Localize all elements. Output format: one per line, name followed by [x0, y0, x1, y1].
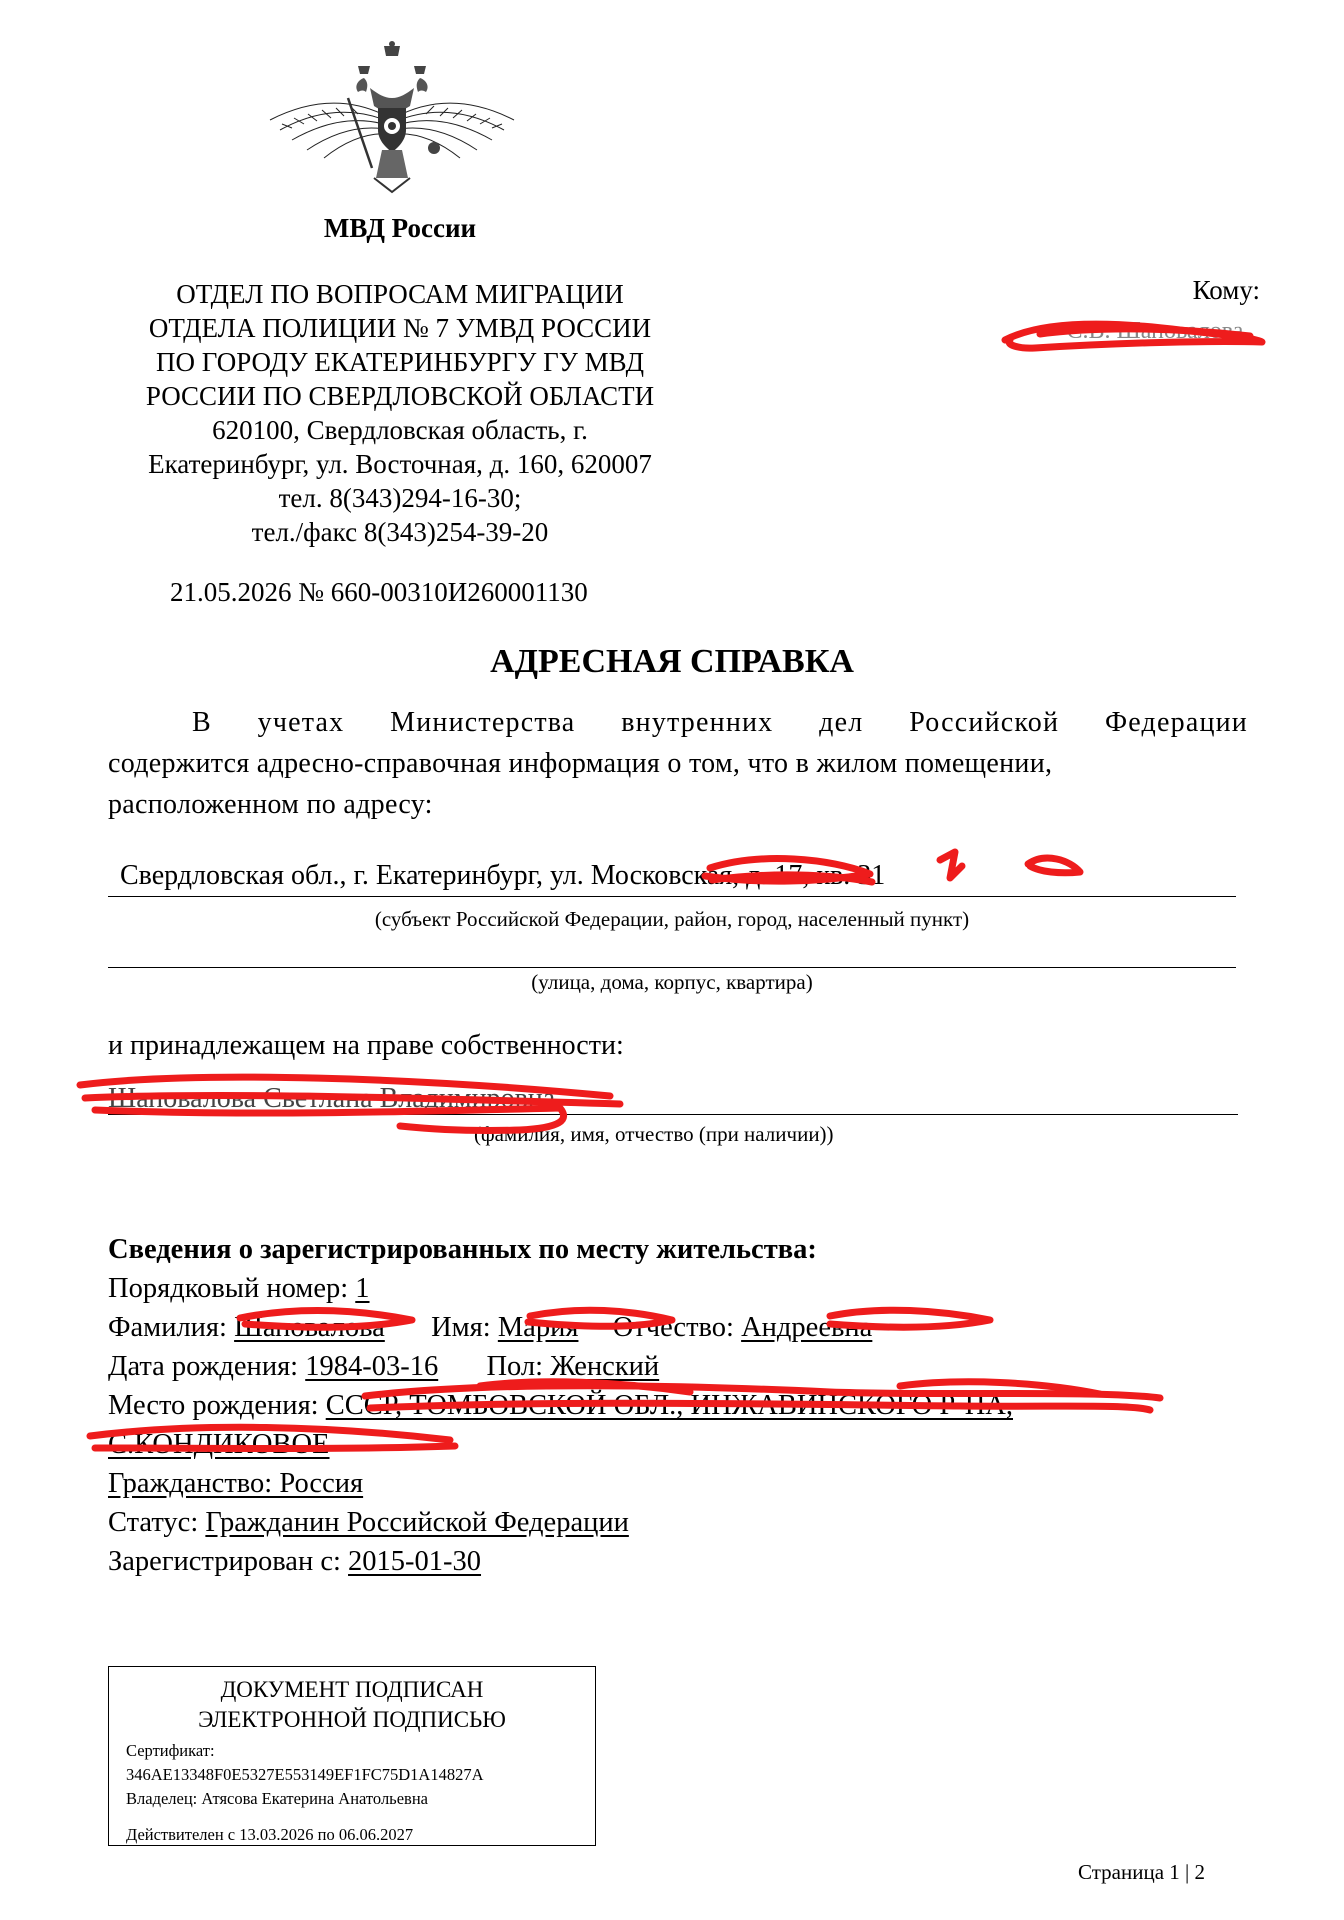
patronymic-value: Андреевна	[741, 1312, 873, 1343]
name-value: Мария	[497, 1312, 579, 1343]
owner-caption: (фамилия, имя, отчество (при наличии))	[474, 1122, 834, 1146]
ordinal-number-row	[108, 1269, 1013, 1308]
document-title: АДРЕСНАЯ СПРАВКА	[490, 643, 854, 680]
dept-line: тел. 8(343)294-16-30;	[278, 483, 522, 513]
street-line	[108, 967, 1236, 968]
registration-info	[108, 1230, 1013, 1581]
document-date-number: 21.05.2026 № 660-00310И260001130	[170, 577, 588, 607]
certificate-value: 346AE13348F0E5327E553149EF1FC75D1A14827A	[126, 1765, 484, 1784]
signature-validity: Действителен с 13.03.2026 по 06.06.2027	[126, 1825, 414, 1844]
address-line	[108, 896, 1236, 897]
ownership-label: и принадлежащем на праве собственности:	[108, 1030, 624, 1061]
birthplace-value: СССР, ТОМБОВСКОЙ ОБЛ., ИНЖАВИНСКОГО Р-НА,	[325, 1390, 1013, 1421]
signature-heading-line: ЭЛЕКТРОННОЙ ПОДПИСЬЮ	[198, 1707, 506, 1732]
surname-value: Шаповалова	[234, 1312, 385, 1343]
certificate-label: Сертификат:	[126, 1741, 215, 1760]
dob-row	[108, 1347, 1013, 1386]
dob-label: Дата рождения:	[108, 1351, 299, 1382]
registered-since-row	[108, 1542, 1013, 1581]
address-value: Свердловская обл., г. Екатеринбург, ул. Московская, д. 17, кв. 31	[120, 860, 886, 891]
patronymic-label: Отчество:	[612, 1312, 734, 1343]
signature-heading	[109, 1675, 595, 1735]
intro-line: содержится адресно-справочная информация о том, что в жилом помещении,	[108, 748, 1053, 779]
dept-line: РОССИИ ПО СВЕРДЛОВСКОЙ ОБЛАСТИ	[145, 381, 655, 411]
dept-line: ПО ГОРОДУ ЕКАТЕРИНБУРГУ ГУ МВД	[156, 347, 644, 377]
sex-label: Пол:	[486, 1351, 544, 1382]
registered-since-value: 2015-01-30	[348, 1546, 482, 1577]
department-address-block	[92, 277, 708, 549]
dept-line: ОТДЕЛ ПО ВОПРОСАМ МИГРАЦИИ	[176, 279, 624, 309]
address-caption-region: (субъект Российской Федерации, район, город, населенный пункт)	[374, 907, 970, 931]
ordinal-number-label: Порядковый номер:	[108, 1273, 349, 1304]
sex-value: Женский	[550, 1351, 660, 1382]
recipient-name: С.В. Шаповалова	[1066, 318, 1244, 344]
name-label: Имя:	[431, 1312, 491, 1343]
mvd-emblem-icon	[262, 38, 522, 198]
ordinal-number-value: 1	[355, 1273, 370, 1304]
registered-since-label: Зарегистрирован с:	[108, 1546, 341, 1577]
birthplace-label: Место рождения:	[108, 1390, 319, 1421]
birthplace-row	[108, 1386, 1013, 1425]
owner-name: Шаповалова Светлана Владимировна	[108, 1083, 556, 1114]
dept-line: тел./факс 8(343)254-39-20	[251, 517, 549, 547]
signature-owner: Владелец: Атясова Екатерина Анатольевна	[126, 1789, 428, 1808]
dept-line: Екатеринбург, ул. Восточная, д. 160, 620007	[148, 449, 652, 479]
recipient-label: Кому:	[1192, 275, 1260, 305]
surname-label: Фамилия:	[108, 1312, 227, 1343]
address-caption-street: (улица, дома, корпус, квартира)	[531, 970, 813, 994]
status-value: Гражданин Российской Федерации	[205, 1507, 629, 1538]
org-name: МВД России	[323, 213, 477, 243]
signature-heading-line: ДОКУМЕНТ ПОДПИСАН	[220, 1677, 484, 1702]
birthplace-value-cont: С.КОНДИКОВОЕ	[108, 1429, 330, 1460]
intro-paragraph	[108, 702, 1248, 825]
e-signature-stamp	[108, 1666, 596, 1846]
dob-value: 1984-03-16	[305, 1351, 439, 1382]
page-number: Страница 1 | 2	[1078, 1860, 1205, 1884]
intro-line: расположенном по адресу:	[108, 789, 433, 820]
status-label: Статус:	[108, 1507, 199, 1538]
dept-line: ОТДЕЛА ПОЛИЦИИ № 7 УМВД РОССИИ	[148, 313, 652, 343]
registration-heading: Сведения о зарегистрированных по месту жительства:	[108, 1234, 817, 1265]
status-row	[108, 1503, 1013, 1542]
intro-line: В учетах Министерства внутренних дел Российской Федерации	[192, 707, 1248, 738]
citizenship: Гражданство: Россия	[108, 1468, 364, 1499]
owner-line	[108, 1114, 1238, 1115]
full-name-row	[108, 1308, 1013, 1347]
dept-line: 620100, Свердловская область, г.	[212, 415, 588, 445]
